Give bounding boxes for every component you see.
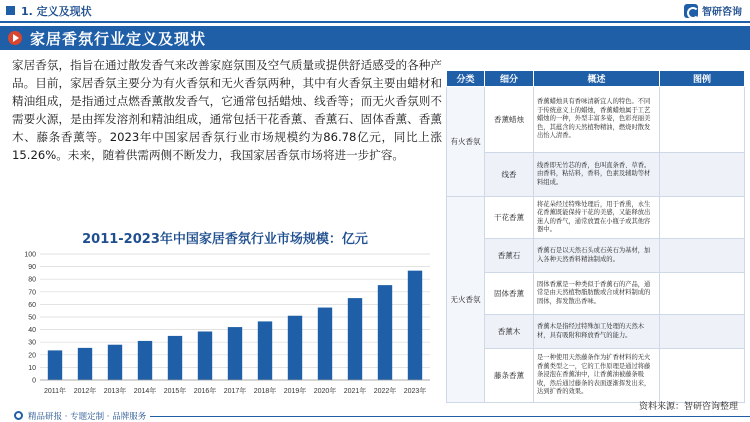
y-tick-label: 90 (28, 264, 36, 272)
header-category: 分类 (447, 71, 485, 87)
x-tick-label: 2017年 (223, 388, 247, 395)
bar (78, 348, 92, 380)
bar (348, 298, 362, 380)
bar (288, 316, 302, 380)
header-description: 概述 (534, 71, 660, 87)
subcategory-cell: 香薰石 (485, 239, 534, 273)
page-title: 家居香氛行业定义及现状 (30, 30, 207, 48)
market-size-chart (12, 228, 438, 398)
y-tick-label: 20 (28, 352, 36, 360)
y-tick-label: 80 (28, 276, 36, 284)
header-subcategory: 细分 (485, 71, 534, 87)
image-cell (660, 153, 745, 197)
y-tick-label: 50 (28, 314, 36, 322)
table-header-row (447, 71, 745, 87)
header-illustration: 图例 (660, 71, 745, 87)
bar (318, 308, 332, 380)
chart-title: 2011-2023年中国家居香氛行业市场规模：亿元 (82, 232, 368, 247)
image-cell (660, 315, 745, 349)
section-title: 1. 定义及现状 (21, 5, 92, 18)
description-cell: 固体香薰是一种类似于香薰石的产品，通常是由天然植物脂肪酸或合成材料制成的固体，挥发散出香味。 (534, 273, 660, 315)
bar (258, 321, 272, 380)
table-row (447, 273, 745, 315)
subcategory-cell: 香薰蜡烛 (485, 87, 534, 153)
footer (0, 410, 750, 422)
table-row (447, 239, 745, 273)
footer-text: 精品研报 · 专题定制 · 品牌服务 (28, 412, 147, 422)
bar (48, 350, 62, 380)
section-marker-icon (6, 6, 15, 15)
brand-logo-icon (684, 4, 698, 18)
header-divider (0, 21, 750, 23)
description-cell: 是一种使用天然藤条作为扩香材料的无火香薰类型之一，它的工作原理是通过将藤条浸泡在香薰油中，让香薰油被藤条吸收，然后通过藤条的表面逐渐挥发出来，达到扩香的效果。 (534, 349, 660, 403)
footer-logo-icon (14, 411, 23, 420)
play-icon (8, 31, 22, 45)
footer-divider (150, 416, 750, 417)
y-tick-label: 100 (24, 251, 36, 259)
x-tick-label: 2014年 (133, 388, 157, 395)
brand-name: 智研咨询 (702, 7, 742, 18)
subcategory-cell: 藤条香薰 (485, 349, 534, 403)
image-cell (660, 87, 745, 153)
chart-canvas (12, 248, 438, 398)
x-tick-label: 2022年 (373, 388, 397, 395)
description-cell: 香薰石是以天然石头或石英石为基材，加入各种天然香料精油制成的。 (534, 239, 660, 273)
x-tick-label: 2016年 (193, 388, 217, 395)
bar (108, 345, 122, 380)
title-banner (0, 26, 750, 50)
description-cell: 香薰木是指经过特殊加工处理的天然木材，具有吸附和释放香气的能力。 (534, 315, 660, 349)
y-tick-label: 60 (28, 301, 36, 309)
x-tick-label: 2015年 (163, 388, 187, 395)
x-tick-label: 2023年 (403, 388, 427, 395)
y-tick-label: 0 (32, 377, 36, 385)
bar (198, 331, 212, 380)
description-cell: 线香即无竹芯的香，也叫直条香、草香。由香料，粘结料，香料，色素及辅助等材料组成。 (534, 153, 660, 197)
category-table (446, 70, 745, 403)
category-cell: 无火香氛 (447, 197, 485, 403)
x-tick-label: 2012年 (73, 388, 97, 395)
x-tick-label: 2011年 (43, 388, 67, 395)
subcategory-cell: 线香 (485, 153, 534, 197)
image-cell (660, 197, 745, 239)
image-cell (660, 239, 745, 273)
x-tick-label: 2018年 (253, 388, 277, 395)
bar (168, 336, 182, 380)
bar (228, 327, 242, 380)
x-tick-label: 2020年 (313, 388, 337, 395)
x-tick-label: 2019年 (283, 388, 307, 395)
table-row (447, 349, 745, 403)
description-cell: 将花朵经过特殊处理后，用于香熏，永生花香薰既能保持干花的美感，又能释放出迷人的香气，通常放置在小瓶子或其他容器中。 (534, 197, 660, 239)
bar (408, 271, 422, 380)
category-cell: 有火香氛 (447, 87, 485, 197)
bar (138, 341, 152, 380)
y-tick-label: 70 (28, 289, 36, 297)
top-header (0, 0, 750, 24)
y-tick-label: 10 (28, 364, 36, 372)
description-cell: 香薰蜡烛具有香味清新宜人的特色。不同于传统意义上的蜡烛，香薰蜡烛属于工艺蜡烛的一种，外型丰富多姿，色彩亮丽美色，其蕴含的天然植物精油，燃烧时散发出怡人清香。 (534, 87, 660, 153)
subcategory-cell: 香薰木 (485, 315, 534, 349)
intro-paragraph: 家居香氛，指旨在通过散发香气来改善家庭氛围及空气质量或提供舒适感受的各种产品。目前，家居香氛主要分为有火香氛和无火香氛两种，其中有火香氛主要由蜡材和精油组成，是指通过点燃香薰散发香气，它通常包括蜡烛、线香等；而无火香氛则不需要火源，是由挥发溶剂和精油组成，通常包括干花香薰、香薰石、固体香薰、香薰木、藤条香薰等。2023年中国家居香氛行业市场规模约为86.78亿元，同比上涨15.26%。未来，随着供需两侧不断发力，我国家居香氛市场将进一步扩容。 (12, 58, 442, 163)
image-cell (660, 273, 745, 315)
table-row (447, 153, 745, 197)
bar (378, 285, 392, 380)
subcategory-cell: 干花香薰 (485, 197, 534, 239)
table-row (447, 315, 745, 349)
x-tick-label: 2013年 (103, 388, 127, 395)
y-tick-label: 40 (28, 327, 36, 335)
y-tick-label: 30 (28, 339, 36, 347)
brand-logo (684, 3, 742, 18)
table-row (447, 197, 745, 239)
subcategory-cell: 固体香薰 (485, 273, 534, 315)
table-row (447, 87, 745, 153)
image-cell (660, 349, 745, 403)
source-note: 资料来源：智研咨询整理 (638, 402, 738, 412)
x-tick-label: 2021年 (343, 388, 367, 395)
